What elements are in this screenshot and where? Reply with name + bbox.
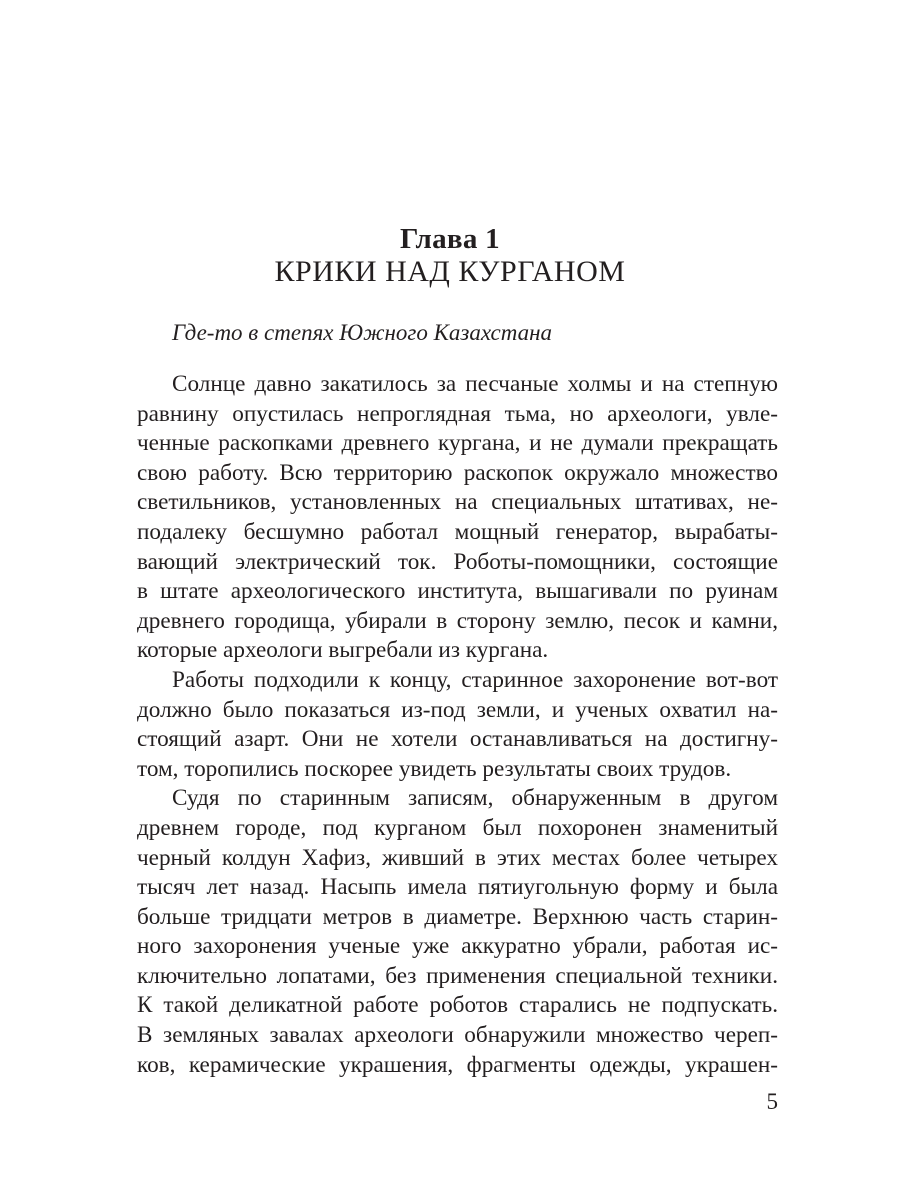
- page-number: 5: [766, 1089, 778, 1114]
- text-line: равнину опустилась непроглядная тьма, но археологи, увле-: [137, 400, 778, 427]
- chapter-title: КРИКИ НАД КУРГАНОМ: [274, 255, 626, 288]
- text-line: ного захоронения ученые уже аккуратно убрали, работая ис-: [137, 933, 778, 960]
- text-line: Судя по старинным записям, обнаруженным в другом: [172, 785, 778, 812]
- text-line: ченные раскопками древнего кургана, и не думали прекращать: [137, 430, 778, 457]
- text-line: вающий электрический ток. Роботы-помощники, состоящие: [137, 548, 778, 575]
- text-line: древнего городища, убирали в сторону землю, песок и камни,: [137, 607, 778, 634]
- text-line: Работы подходили к концу, старинное захоронение вот-вот: [172, 666, 778, 693]
- text-line: Солнце давно закатилось за песчаные холмы и на степную: [172, 371, 778, 397]
- text-line: в штате археологического института, вышагивали по руинам: [137, 578, 778, 605]
- text-line: должно было показаться из-под земли, и ученых охватил на-: [137, 696, 778, 723]
- body-text: [137, 370, 778, 1080]
- text-line: светильников, установленных на специальных штативах, не-: [137, 489, 778, 516]
- text-line: В земляных завалах археологи обнаружили множество череп-: [137, 1022, 778, 1049]
- text-line: подалеку бесшумно работал мощный генератор, вырабаты-: [137, 518, 778, 545]
- text-line: древнем городе, под курганом был похоронен знаменитый: [137, 814, 778, 841]
- text-line: том, торопились поскорее увидеть результаты своих трудов.: [137, 755, 732, 782]
- text-line: тысяч лет назад. Насыпь имела пятиугольную форму и была: [137, 874, 778, 901]
- text-line: стоящий азарт. Они не хотели останавливаться на достигну-: [137, 726, 778, 753]
- text-line: черный колдун Хафиз, живший в этих местах более четырех: [137, 844, 778, 871]
- text-line: которые археологи выгребали из кургана.: [137, 637, 549, 664]
- text-line: ков, керамические украшения, фрагменты одежды, украшен-: [137, 1051, 778, 1078]
- text-line: свою работу. Всю территорию раскопок окружало множество: [137, 459, 778, 486]
- text-line: ключительно лопатами, без применения специальной техники.: [137, 962, 778, 989]
- text-line: больше тридцати метров в диаметре. Верхнюю часть старин-: [137, 903, 778, 930]
- epigraph: Где-то в степях Южного Казахстана: [172, 320, 553, 345]
- text-line: К такой деликатной работе роботов старались не подпускать.: [137, 992, 778, 1019]
- chapter-number: Глава 1: [400, 223, 500, 255]
